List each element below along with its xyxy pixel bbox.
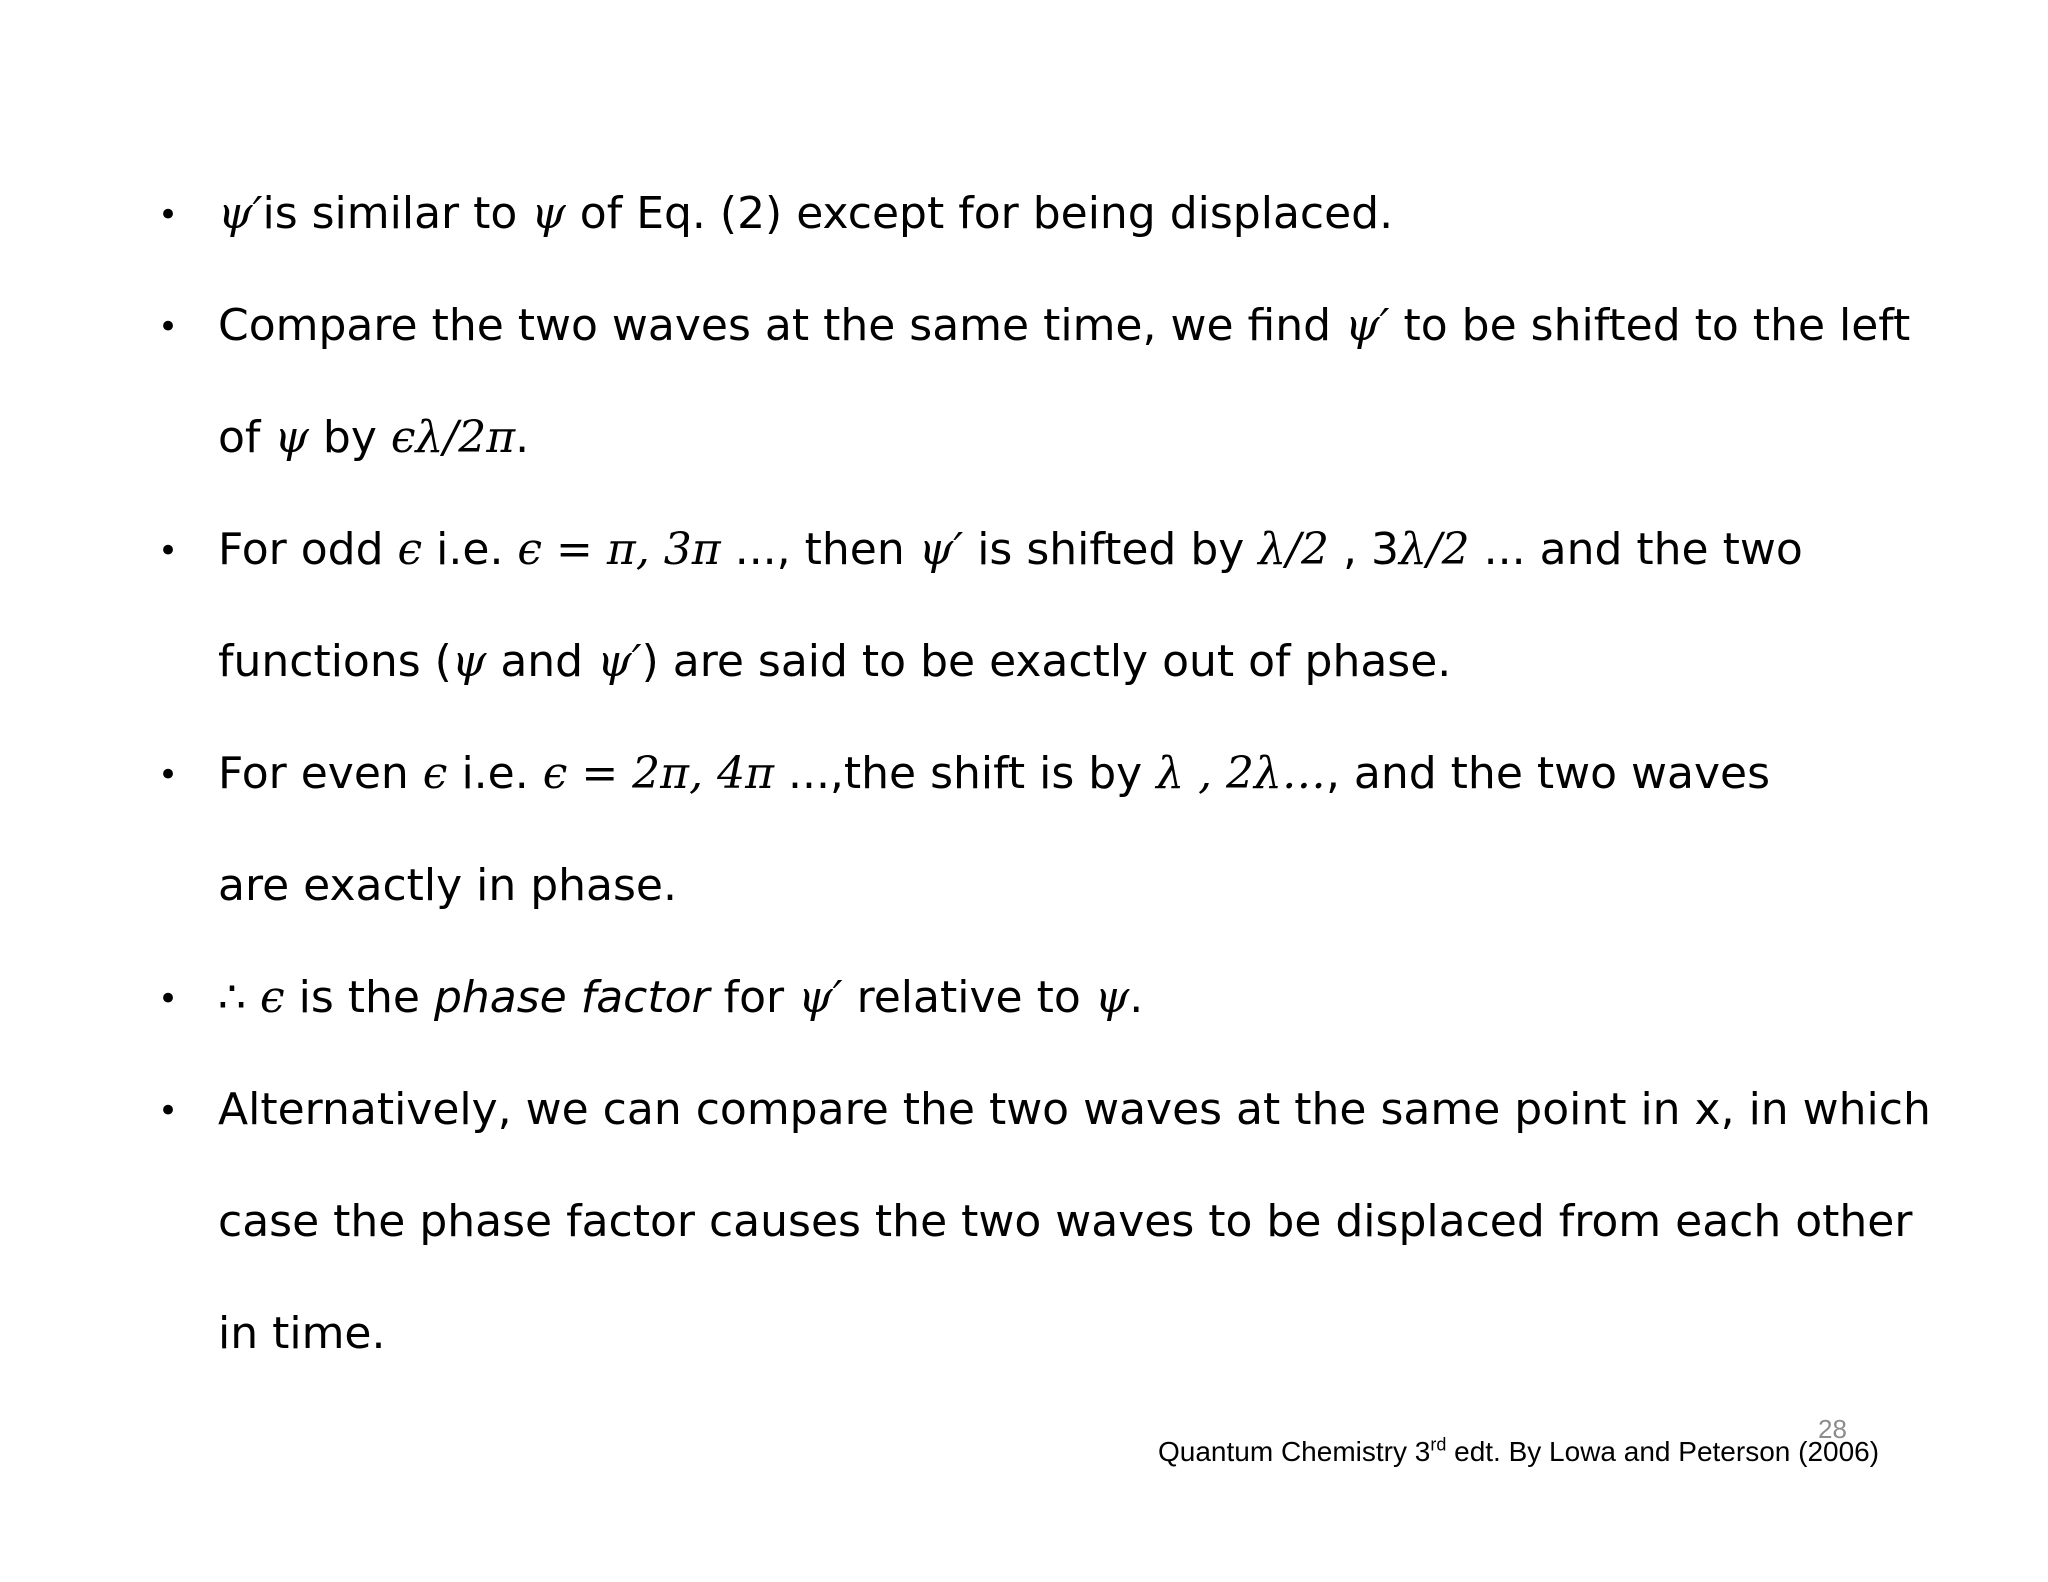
text-segment: of Eq. (2) except for being displaced.: [565, 188, 1394, 239]
bullet-line: [218, 524, 1803, 575]
bullet-dot: •: [158, 979, 179, 1019]
text-segment: and: [486, 636, 598, 687]
text-segment: relative to: [842, 972, 1095, 1023]
text-segment: are exactly in phase.: [218, 860, 677, 911]
bullet-line: [218, 972, 1144, 1023]
bullet-dot: •: [158, 307, 179, 347]
text-segment: in time.: [218, 1308, 386, 1359]
text-segment: by: [308, 412, 391, 463]
text-segment: .: [1129, 972, 1144, 1023]
citation: [1158, 1436, 1879, 1468]
math-expression: ψ′: [597, 636, 642, 687]
citation-text-end: edt. By Lowa and Peterson (2006): [1446, 1436, 1880, 1467]
math-expression: ψ′: [798, 972, 843, 1023]
math-expression: ψ: [451, 636, 487, 687]
bullet-line: [218, 636, 1452, 687]
text-segment: For odd: [218, 524, 398, 575]
text-segment: is shifted by: [963, 524, 1259, 575]
bullet-line: [218, 412, 530, 463]
bullet-line: [218, 748, 1770, 799]
bullet-dot: •: [158, 531, 179, 571]
text-segment: ...,the shift is by: [773, 748, 1157, 799]
text-segment: ) are said to be exactly out of phase.: [641, 636, 1452, 687]
math-expression: ψ′: [1345, 300, 1390, 351]
bullet-line: [218, 1196, 1913, 1247]
citation-superscript: rd: [1430, 1434, 1447, 1455]
text-segment: ..., then: [720, 524, 919, 575]
math-expression: ψ′: [918, 524, 964, 575]
math-expression: ψ′: [218, 188, 263, 239]
text-segment: , 3: [1329, 524, 1399, 575]
math-expression: ϵ: [397, 524, 423, 575]
bullet-dot: •: [158, 195, 179, 235]
citation-text: Quantum Chemistry 3: [1158, 1436, 1431, 1467]
text-segment: of: [218, 412, 275, 463]
text-segment: Alternatively, we can compare the two waves at the same point in x, in which: [218, 1084, 1931, 1135]
text-segment: to be shifted to the left: [1389, 300, 1911, 351]
math-expression: ϵ: [259, 972, 285, 1023]
math-expression: λ , 2λ…: [1156, 748, 1326, 799]
bullet-line: [218, 860, 677, 911]
text-segment: ... and the two: [1469, 524, 1803, 575]
text-segment: for: [709, 972, 799, 1023]
math-expression: λ/2: [1398, 524, 1470, 575]
math-expression: λ/2: [1258, 524, 1330, 575]
text-segment: functions (: [218, 636, 452, 687]
math-expression: ϵλ/2π: [390, 412, 516, 463]
math-expression: ψ: [274, 412, 309, 463]
bullet-dot: •: [158, 1091, 179, 1131]
math-expression: ψ: [531, 188, 566, 239]
emphasized-text: phase factor: [433, 972, 710, 1023]
bullet-dot: •: [158, 755, 179, 795]
text-segment: is similar to: [262, 188, 532, 239]
bullet-line: [218, 1084, 1931, 1135]
page-number: 28: [1818, 1414, 1847, 1444]
bullet-line: [218, 188, 1394, 239]
math-expression: ϵ = π, 3π: [517, 524, 721, 575]
text-segment: Compare the two waves at the same time, we find: [218, 300, 1346, 351]
math-expression: ψ: [1094, 972, 1130, 1023]
text-segment: .: [515, 412, 530, 463]
text-segment: , and the two waves: [1325, 748, 1770, 799]
bullet-line: [218, 300, 1911, 351]
math-expression: ϵ: [422, 748, 448, 799]
bullet-line: [218, 1308, 386, 1359]
text-segment: is the: [284, 972, 434, 1023]
text-segment: For even: [218, 748, 423, 799]
math-expression: ϵ = 2π, 4π: [542, 748, 774, 799]
text-segment: case the phase factor causes the two waves to be displaced from each other: [218, 1196, 1913, 1247]
text-segment: i.e.: [447, 748, 543, 799]
text-segment: ∴: [218, 972, 260, 1023]
text-segment: i.e.: [422, 524, 518, 575]
